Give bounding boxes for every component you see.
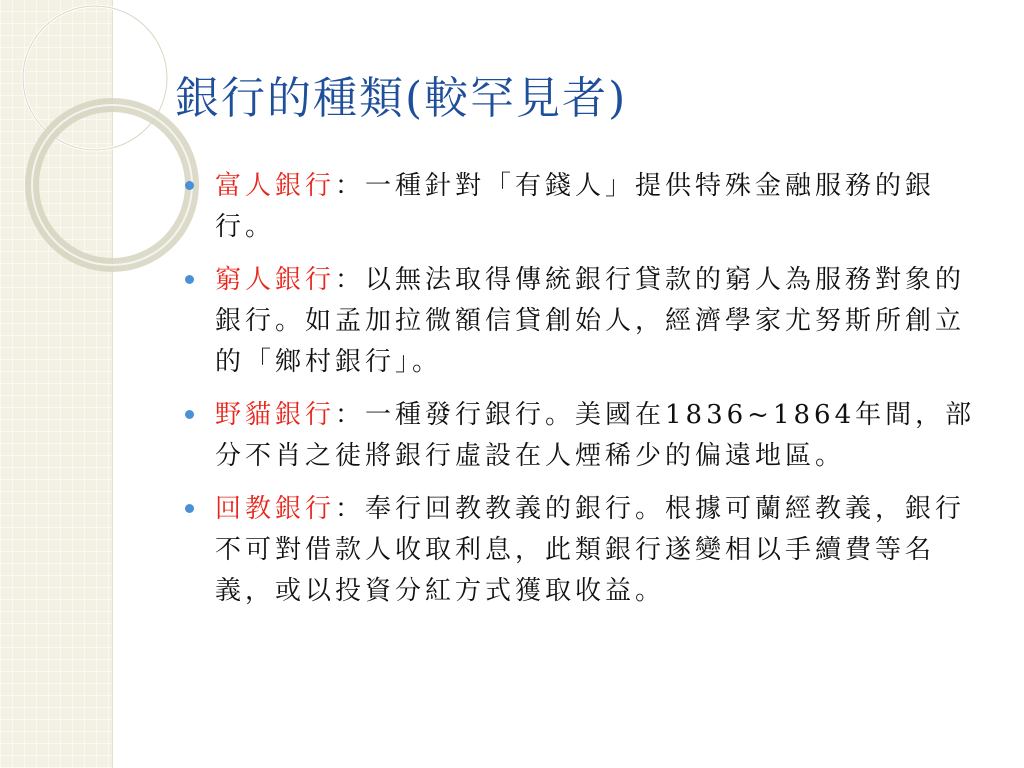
bullet-text: ：奉行回教教義的銀行。根據可蘭經教義，銀行不可對借款人收取利息，此類銀行遂變相以手續費等名義，或以投資分紅方式獲取收益。 [215, 494, 966, 606]
bullet-point-icon [185, 181, 194, 190]
bullet-term: 回教銀行 [215, 494, 336, 524]
bullet-text: ：以無法取得傳統銀行貸款的窮人為服務對象的銀行。如孟加拉微額信貸創始人，經濟學家尤努斯所創立的「鄉村銀行」。 [215, 265, 966, 377]
bullet-point-icon [185, 275, 194, 284]
bullet-term: 野貓銀行 [215, 400, 336, 430]
decorative-side-band [0, 0, 113, 768]
bullet-point-icon [185, 410, 194, 419]
bullet-item-poor-bank [185, 260, 985, 383]
bullet-term: 富人銀行 [215, 171, 336, 201]
bullet-text: ：一種針對「有錢人」提供特殊金融服務的銀行。 [215, 171, 936, 242]
bullet-point-icon [185, 504, 194, 513]
bullet-term: 窮人銀行 [215, 265, 336, 295]
bullet-item-islamic-bank [185, 489, 985, 612]
bullet-list [185, 166, 985, 624]
bullet-item-wildcat-bank [185, 395, 985, 477]
slide-title: 銀行的種類(較罕見者) [175, 73, 628, 124]
bullet-item-rich-bank [185, 166, 985, 248]
bullet-text: ：一種發行銀行。美國在1836~1864年間，部分不肖之徒將銀行虛設在人煙稀少的偏遠地區。 [215, 400, 976, 471]
